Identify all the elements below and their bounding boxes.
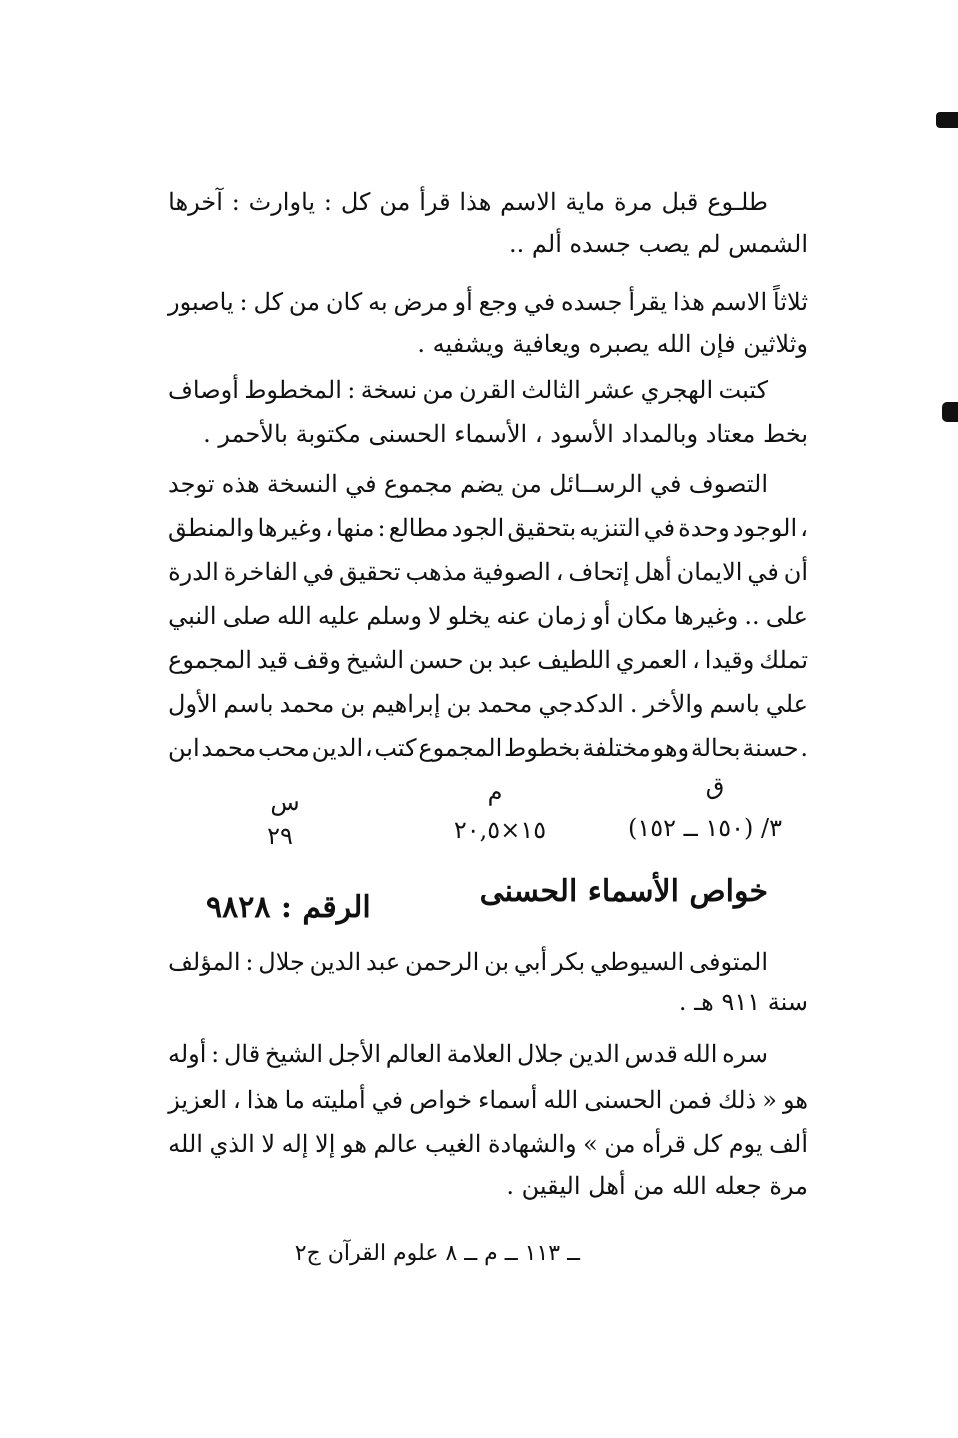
word: حسنة xyxy=(742,734,799,762)
word: من xyxy=(604,1130,636,1158)
word: بتحقيق xyxy=(507,514,577,542)
word: العلامة xyxy=(446,1040,513,1068)
paragraph-4-line-3 xyxy=(168,552,808,592)
word: الهجري xyxy=(640,376,714,404)
page-footer: ــ ١١٣ ــ م ــ ٨ علوم القرآن ج٢ xyxy=(294,1241,580,1266)
word: مكان xyxy=(616,602,668,630)
word: المجموع xyxy=(168,646,252,674)
word: أو xyxy=(454,288,473,316)
word: والأخر xyxy=(643,690,704,718)
paragraph-4-line-4 xyxy=(168,596,808,636)
word: الشيخ xyxy=(264,1040,323,1068)
word: الدين xyxy=(311,734,364,762)
word: القرن xyxy=(459,376,517,404)
word: عليه xyxy=(317,602,361,630)
word: الصوفية xyxy=(472,558,551,586)
word: الثالث xyxy=(521,376,581,404)
word: . xyxy=(800,734,808,762)
word: الرحمن xyxy=(405,948,480,976)
word: في xyxy=(371,1086,404,1114)
word: إله xyxy=(281,1130,309,1158)
word: النسخة xyxy=(266,470,338,498)
word: في xyxy=(747,558,779,586)
word: باسم xyxy=(709,690,760,718)
word: ما xyxy=(284,1086,305,1114)
word: يضم xyxy=(460,470,504,498)
word: وغيرها xyxy=(257,514,323,542)
word: هذا xyxy=(246,1086,279,1114)
word: الله xyxy=(277,602,312,630)
word: التنزيه xyxy=(579,514,641,542)
word: بن xyxy=(446,690,472,718)
word: . xyxy=(629,690,638,718)
word: فمن xyxy=(668,1086,712,1114)
word: محمد xyxy=(477,690,533,718)
word: من xyxy=(422,376,454,404)
paragraph-6-line-4: مرة جعله الله من أهل اليقين . xyxy=(506,1172,808,1200)
word: إتحاف xyxy=(568,558,630,586)
word: لا xyxy=(261,1130,276,1158)
word: أسماء xyxy=(478,1086,538,1114)
word: عشر xyxy=(586,376,636,404)
word: عنه xyxy=(496,602,531,630)
word: محب xyxy=(257,734,310,762)
word: خواص xyxy=(409,1086,473,1114)
measure-label-folios: ق xyxy=(705,772,725,800)
word: في xyxy=(345,470,377,498)
word: » xyxy=(583,1130,598,1158)
word: الرســائل xyxy=(549,470,643,498)
word: مختلفة xyxy=(582,734,651,762)
word: ، xyxy=(555,558,564,586)
word: : xyxy=(323,188,332,216)
paragraph-6-line-2 xyxy=(168,1080,808,1120)
word: ذلك xyxy=(717,1086,757,1114)
word: الأجل xyxy=(327,1040,382,1068)
measure-value-size: ١٥×٢٠,٥ xyxy=(453,816,547,844)
paragraph-6-line-1 xyxy=(168,1034,768,1074)
word: بحالة xyxy=(690,734,741,762)
word: : xyxy=(347,376,356,404)
word: المتوفى xyxy=(689,948,768,976)
word: الدكدجي xyxy=(538,690,624,718)
word: ابن xyxy=(168,734,200,762)
word: أبي xyxy=(513,948,548,976)
word: ، xyxy=(325,514,333,542)
word: أوله xyxy=(168,1040,207,1068)
word: ثلاثاً xyxy=(773,288,808,316)
word: الفاخرة xyxy=(223,558,298,586)
word: العمري xyxy=(615,646,688,674)
paragraph-4-line-2 xyxy=(168,508,808,548)
word: العالم xyxy=(385,1040,442,1068)
word: اللطيف xyxy=(537,646,611,674)
paragraph-6-line-3 xyxy=(168,1124,808,1164)
word: مرض xyxy=(393,288,449,316)
word: هذه xyxy=(221,470,260,498)
word: صلى xyxy=(222,602,271,630)
word: من xyxy=(510,470,542,498)
word: محمد xyxy=(279,690,335,718)
word: أمليته xyxy=(310,1086,366,1114)
paragraph-1-line-1 xyxy=(168,182,768,222)
word: : xyxy=(231,188,240,216)
word: ألف xyxy=(769,1130,808,1158)
word: ياوارث xyxy=(248,188,316,216)
word: سره xyxy=(722,1040,768,1068)
word: قيد xyxy=(256,646,289,674)
word: المخطوط xyxy=(244,376,342,404)
word: كل xyxy=(340,188,371,216)
measure-label-lines: س xyxy=(270,788,300,816)
word: على xyxy=(765,602,808,630)
word: الحسنى xyxy=(584,1086,663,1114)
word: قبل xyxy=(661,188,699,216)
word: وحدة xyxy=(678,514,730,542)
paragraph-3-line-2: بخط معتاد وبالمداد الأسود ، الأسماء الحسنى مكتوبة بالأحمر . xyxy=(203,420,808,448)
word: : xyxy=(239,288,248,316)
word: يوم xyxy=(728,1130,763,1158)
word: به xyxy=(368,288,388,316)
word: جلال xyxy=(516,1040,564,1068)
word: : xyxy=(211,1040,220,1068)
word: التصوف xyxy=(688,470,768,498)
word: الاسم xyxy=(500,188,557,216)
word: إبراهيم xyxy=(371,690,441,718)
word: مطالع xyxy=(388,514,449,542)
word: الدين xyxy=(568,1040,620,1068)
word: في xyxy=(302,558,335,586)
paragraph-2-line-2: وثلاثين فإن الله يصبره ويعافية ويشفيه . xyxy=(417,330,808,358)
word: زمان xyxy=(536,602,587,630)
word: الوجود xyxy=(732,514,798,542)
word: ، xyxy=(232,1086,241,1114)
word: كان xyxy=(325,288,363,316)
word: قدس xyxy=(624,1040,678,1068)
word: وقف xyxy=(293,646,341,674)
word: من xyxy=(288,288,321,316)
word: والمنطق xyxy=(168,514,255,542)
word: مرة xyxy=(613,188,653,216)
word: توجد xyxy=(168,470,215,498)
word: لا xyxy=(428,602,442,630)
word: تملك xyxy=(759,646,808,674)
word: هذا xyxy=(459,188,492,216)
word: ، xyxy=(692,646,700,674)
measure-value-folios: ٣/ (١٥٠ ــ ١٥٢) xyxy=(627,814,782,842)
word: وجع xyxy=(478,288,518,316)
word: طلـوع xyxy=(707,188,768,216)
word: هذا xyxy=(672,288,705,316)
word: أو xyxy=(592,602,611,630)
word: الأول xyxy=(168,690,218,718)
word: أهل xyxy=(634,558,672,586)
word: : xyxy=(245,948,254,976)
paragraph-1-line-2: الشمس لم يصب جسده ألم .. xyxy=(509,230,808,258)
word: جسده xyxy=(561,288,623,316)
paragraph-4-line-5 xyxy=(168,640,808,680)
word: عبد xyxy=(498,646,533,674)
word: مذهب xyxy=(405,558,468,586)
word: ، xyxy=(364,734,373,762)
paragraph-4-line-6 xyxy=(168,684,808,724)
word: آخرها xyxy=(168,188,223,216)
word: « xyxy=(762,1086,777,1114)
word: عبد xyxy=(366,948,401,976)
paragraph-5-line-2: سنة ٩١١ هـ . xyxy=(678,988,808,1016)
word: .. xyxy=(744,602,760,630)
section-title: خواص الأسماء الحسنى xyxy=(479,874,768,909)
word: بخطوط xyxy=(504,734,581,762)
paragraph-2-line-1 xyxy=(168,282,808,322)
word: في xyxy=(643,514,676,542)
word: الاسم xyxy=(710,288,768,316)
word: : xyxy=(377,514,386,542)
paragraph-4-line-7 xyxy=(168,728,808,768)
word: مجموع xyxy=(383,470,453,498)
word: محمد xyxy=(201,734,257,762)
word: علي xyxy=(765,690,808,718)
word: يقرأ xyxy=(628,288,668,316)
word: تحقيق xyxy=(339,558,401,586)
word: في xyxy=(649,470,682,498)
word: منها xyxy=(335,514,375,542)
word: الله xyxy=(543,1086,579,1114)
word: المؤلف xyxy=(168,948,241,976)
word: بن xyxy=(468,646,494,674)
word: السيوطي xyxy=(590,948,685,976)
word: قرأه xyxy=(642,1130,686,1158)
word: حسن xyxy=(408,646,464,674)
word: ياصبور xyxy=(168,288,234,316)
word: من xyxy=(379,188,411,216)
word: وقيدا xyxy=(704,646,755,674)
word: أوصاف xyxy=(168,376,239,404)
word: الشيخ xyxy=(345,646,404,674)
word: المجموع xyxy=(418,734,503,762)
scan-edge-mark xyxy=(936,112,958,128)
word: الدرة xyxy=(168,558,219,586)
word: يخلو xyxy=(447,602,491,630)
word: والشهادة xyxy=(487,1130,577,1158)
word: عالم xyxy=(373,1130,419,1158)
paragraph-3-line-1 xyxy=(168,370,768,410)
word: كتب xyxy=(374,734,417,762)
word: الدين xyxy=(309,948,362,976)
word: بن xyxy=(340,690,366,718)
word: الجود xyxy=(451,514,505,542)
word: العزيز xyxy=(168,1086,227,1114)
word: كتبت xyxy=(718,376,768,404)
word: كل xyxy=(692,1130,723,1158)
word: الذي xyxy=(209,1130,255,1158)
word: في xyxy=(523,288,556,316)
word: بن xyxy=(484,948,510,976)
word: إلا xyxy=(315,1130,336,1158)
catalog-number: الرقم : ٩٨٢٨ xyxy=(206,890,371,925)
word: نسخة xyxy=(360,376,418,404)
word: قال xyxy=(223,1040,261,1068)
word: وهو xyxy=(652,734,690,762)
word: ماية xyxy=(565,188,606,216)
word: الايمان xyxy=(676,558,743,586)
word: وغيرها xyxy=(673,602,739,630)
word: هو xyxy=(782,1086,808,1114)
word: الله xyxy=(682,1040,718,1068)
word: هو xyxy=(341,1130,367,1158)
paragraph-5-line-1 xyxy=(168,942,768,982)
word: قرأ xyxy=(419,188,451,216)
word: الغيب xyxy=(425,1130,482,1158)
word: بكر xyxy=(552,948,586,976)
paragraph-4-line-1 xyxy=(168,464,768,504)
word: وسلم xyxy=(366,602,422,630)
word: النبي xyxy=(168,602,217,630)
word: الله xyxy=(168,1130,203,1158)
measure-label-size: م xyxy=(487,778,503,806)
word: جلال xyxy=(258,948,305,976)
word: ، xyxy=(800,514,808,542)
word: كل xyxy=(253,288,284,316)
word: أن xyxy=(783,558,808,586)
measure-value-lines: ٢٩ xyxy=(267,822,293,850)
word: باسم xyxy=(223,690,274,718)
scan-edge-mark xyxy=(942,402,958,422)
